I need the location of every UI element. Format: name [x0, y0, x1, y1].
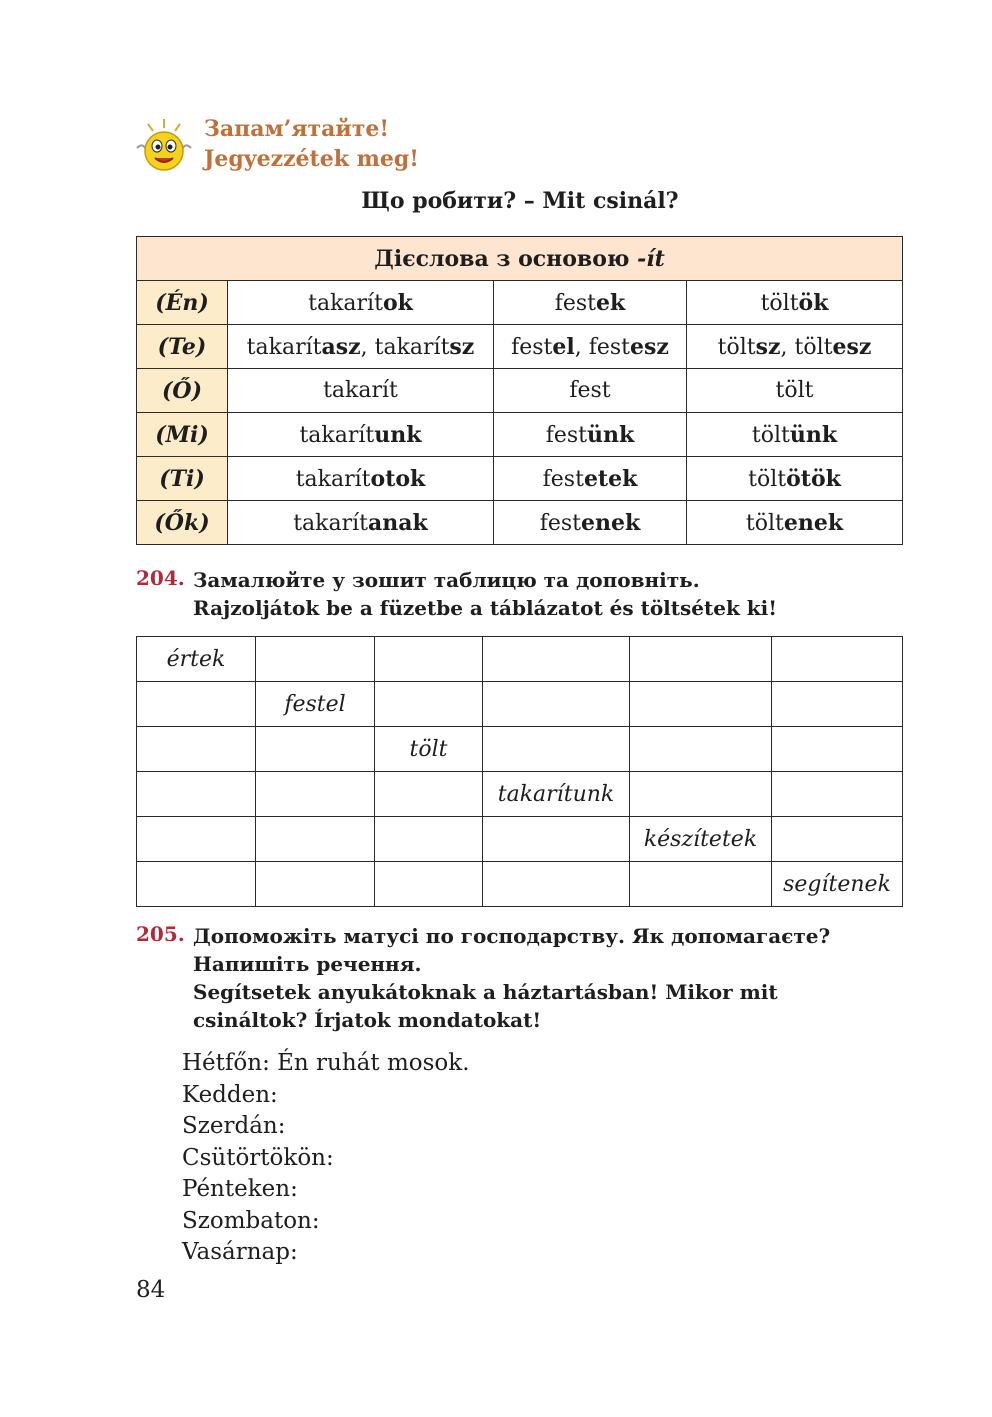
empty-cell: [137, 772, 256, 817]
verb-form-cell: [494, 413, 687, 457]
empty-cell: [772, 817, 903, 862]
verb-stem: takarít: [308, 290, 383, 316]
exercise-instructions: [193, 566, 777, 622]
remember-heading-hu: Jegyezzétek meg!: [204, 146, 419, 172]
verb-form-cell: [687, 501, 903, 545]
pronoun-cell: (Mi): [137, 413, 228, 457]
empty-cell: [483, 682, 630, 727]
table-row: [137, 325, 903, 369]
answer-lines: [182, 1048, 470, 1269]
empty-cell: [137, 682, 256, 727]
given-word-cell: értek: [137, 637, 256, 682]
instruction-line: csináltok? Írjatok mondatokat!: [193, 1008, 542, 1032]
verb-form-cell: [687, 325, 903, 369]
instruction-line: Segítsetek anyukátoknak a háztartásban! Mikor mit: [193, 980, 778, 1004]
fill-in-table: [136, 636, 903, 907]
given-word-cell: segítenek: [772, 862, 903, 907]
verb-stem: takarít: [246, 334, 322, 360]
verb-form-cell: [494, 369, 687, 413]
empty-cell: [137, 727, 256, 772]
exercise-number: 204.: [136, 566, 185, 590]
verb-form-cell: [228, 501, 494, 545]
empty-cell: [772, 682, 903, 727]
verb-ending: sz: [755, 333, 781, 360]
empty-cell: [375, 682, 483, 727]
table-row: [137, 637, 903, 682]
empty-cell: [483, 727, 630, 772]
empty-cell: [483, 817, 630, 862]
verb-form-cell: [494, 325, 687, 369]
table-title: [137, 237, 903, 281]
verb-stem: tölt: [760, 290, 799, 316]
verb-ending: unk: [374, 421, 422, 448]
lightbulb-mascot-icon: [134, 114, 194, 174]
table-row: [137, 817, 903, 862]
empty-cell: [630, 772, 772, 817]
empty-cell: [256, 727, 375, 772]
empty-cell: [375, 817, 483, 862]
table-row: [137, 413, 903, 457]
section-question: Що робити? – Mit csinál?: [361, 188, 679, 214]
table-row: [137, 281, 903, 325]
instruction-ua: Замалюйте у зошит таблицю та доповніть.: [193, 568, 700, 592]
verb-ending: etek: [583, 465, 638, 492]
empty-cell: [256, 817, 375, 862]
empty-cell: [256, 637, 375, 682]
empty-cell: [630, 727, 772, 772]
table-row: [137, 682, 903, 727]
empty-cell: [375, 637, 483, 682]
answer-line: Szerdán:: [182, 1113, 286, 1139]
given-word-cell: takarítunk: [483, 772, 630, 817]
pronoun-cell: (Én): [137, 281, 228, 325]
verb-ending: ök: [798, 289, 829, 316]
verb-ending: el: [552, 333, 575, 360]
answer-line: Pénteken:: [182, 1176, 298, 1202]
empty-cell: [137, 862, 256, 907]
verb-stem: , takarít: [360, 334, 450, 360]
empty-cell: [772, 727, 903, 772]
table-row: [137, 457, 903, 501]
verb-ending: anak: [368, 509, 428, 536]
verb-ending: sz: [449, 333, 475, 360]
verb-ending: enek: [783, 509, 844, 536]
pronoun-cell: (Ők): [137, 501, 228, 545]
verb-stem: tölt: [748, 466, 787, 492]
answer-line: Kedden:: [182, 1081, 278, 1108]
verb-form-cell: [228, 325, 494, 369]
verb-stem: fest: [569, 378, 611, 403]
conjugation-table: [136, 236, 903, 545]
empty-cell: [483, 862, 630, 907]
verb-ending: esz: [630, 333, 669, 360]
answer-line: Vasárnap:: [182, 1239, 298, 1265]
pronoun-cell: (Ti): [137, 457, 228, 501]
verb-stem: fest: [542, 466, 584, 492]
empty-cell: [483, 637, 630, 682]
exercise-instructions: [193, 922, 830, 1034]
instruction-hu: Rajzoljátok be a füzetbe a táblázatot és töltsétek ki!: [193, 596, 778, 620]
verb-form-cell: [494, 501, 687, 545]
verb-form-cell: [687, 457, 903, 501]
verb-form-cell: [687, 369, 903, 413]
empty-cell: [630, 682, 772, 727]
answer-line: Szombaton:: [182, 1207, 320, 1234]
empty-cell: [137, 817, 256, 862]
given-word-cell: festel: [256, 682, 375, 727]
verb-ending: ünk: [789, 421, 838, 448]
given-word-cell: készítetek: [630, 817, 772, 862]
table-title-text: Дієслова з основою: [374, 245, 638, 272]
page-number: 84: [136, 1277, 166, 1303]
verb-stem: fest: [539, 510, 582, 536]
table-header-row: [137, 237, 903, 281]
empty-cell: [772, 637, 903, 682]
verb-stem: tölt: [775, 378, 814, 403]
verb-form-cell: [228, 369, 494, 413]
answer-line: Hétfőn: Én ruhát mosok.: [182, 1050, 470, 1076]
verb-stem: fest: [511, 334, 553, 360]
pronoun-cell: (Ő): [137, 369, 228, 413]
verb-ending: ötök: [786, 465, 841, 492]
table-title-suffix: -ít: [637, 245, 665, 272]
empty-cell: [256, 862, 375, 907]
verb-stem: tölt: [745, 510, 784, 536]
remember-heading-ua: Запам’ятайте!: [204, 116, 389, 142]
table-row: [137, 369, 903, 413]
verb-ending: enek: [581, 509, 641, 536]
verb-ending: ünk: [587, 421, 635, 448]
instruction-line: Допоможіть матусі по господарству. Як допомагаєте?: [193, 924, 831, 948]
verb-ending: ek: [596, 289, 626, 316]
empty-cell: [256, 772, 375, 817]
verb-stem: , fest: [574, 334, 631, 360]
table-row: [137, 727, 903, 772]
pronoun-cell: (Te): [137, 325, 228, 369]
verb-stem: takarít: [293, 510, 369, 536]
verb-form-cell: [494, 281, 687, 325]
verb-form-cell: [494, 457, 687, 501]
verb-stem: , tölt: [780, 334, 833, 360]
verb-stem: takarít: [295, 466, 371, 492]
verb-ending: otok: [370, 465, 426, 492]
table-row: [137, 772, 903, 817]
verb-form-cell: [228, 457, 494, 501]
instruction-line: Напишіть речення.: [193, 952, 422, 976]
verb-stem: tölt: [751, 422, 790, 448]
table-row: [137, 862, 903, 907]
verb-ending: ok: [382, 289, 413, 316]
verb-stem: tölt: [717, 334, 756, 360]
verb-ending: esz: [832, 333, 872, 360]
verb-stem: fest: [554, 290, 597, 316]
given-word-cell: tölt: [375, 727, 483, 772]
answer-line: Csütörtökön:: [182, 1144, 334, 1171]
verb-form-cell: [228, 413, 494, 457]
empty-cell: [630, 637, 772, 682]
exercise-number: 205.: [136, 922, 185, 946]
verb-ending: asz: [321, 333, 361, 360]
empty-cell: [630, 862, 772, 907]
verb-form-cell: [687, 413, 903, 457]
verb-stem: fest: [545, 422, 588, 448]
verb-form-cell: [228, 281, 494, 325]
empty-cell: [375, 772, 483, 817]
verb-form-cell: [687, 281, 903, 325]
verb-stem: takarít: [299, 422, 375, 448]
verb-stem: takarít: [323, 378, 398, 403]
empty-cell: [772, 772, 903, 817]
empty-cell: [375, 862, 483, 907]
table-row: [137, 501, 903, 545]
